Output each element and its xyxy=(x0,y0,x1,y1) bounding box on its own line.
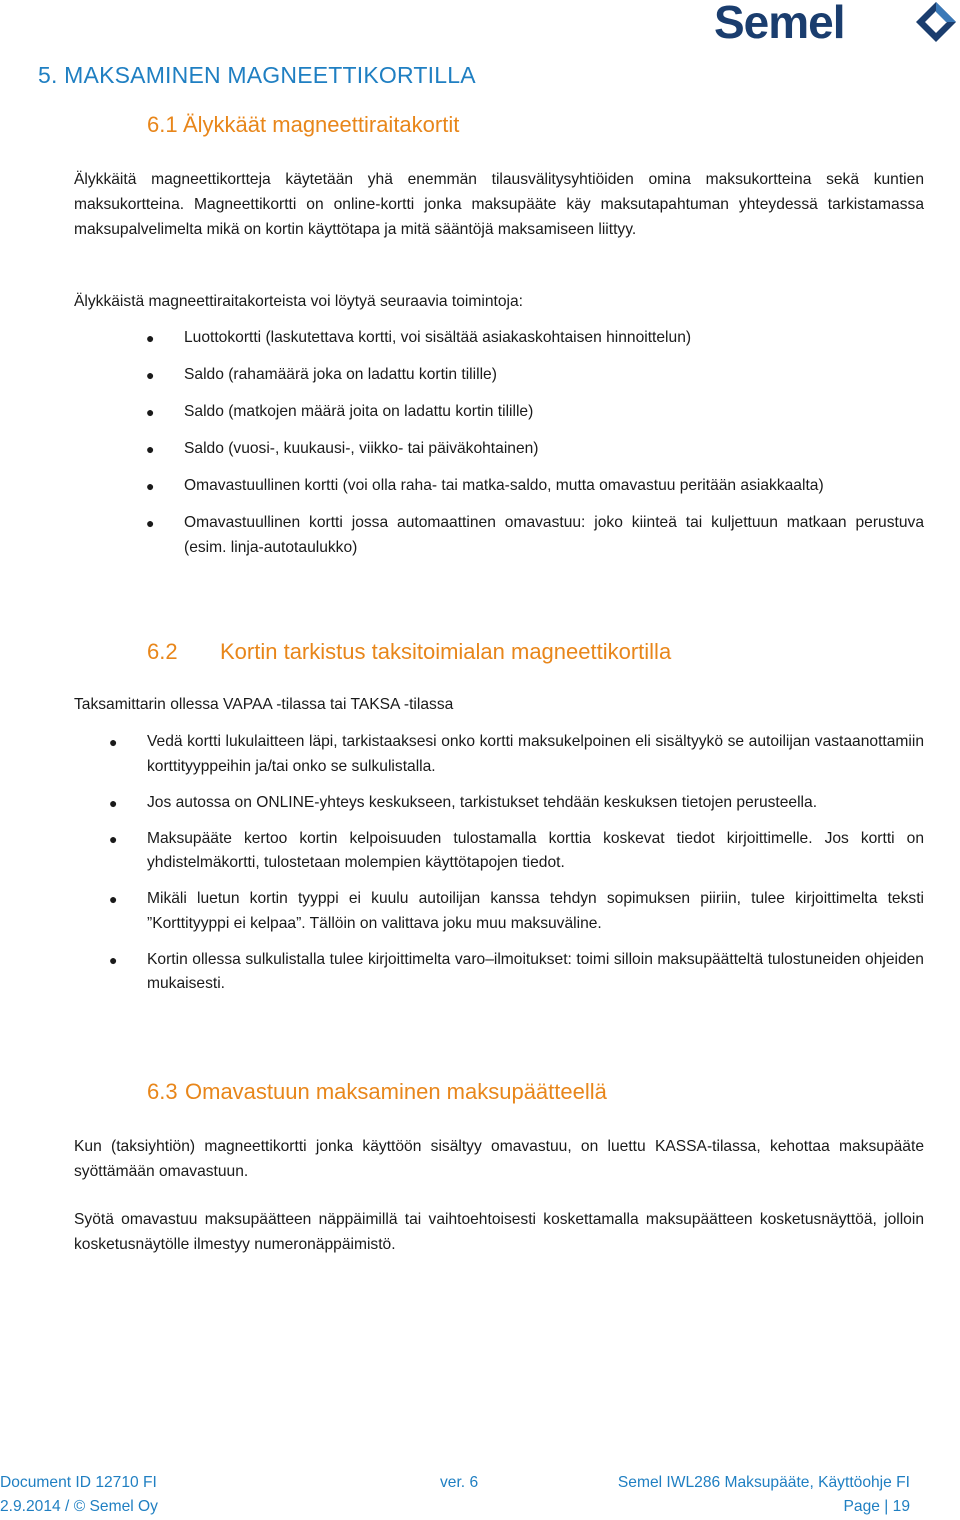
bullet-icon: ● xyxy=(109,951,118,968)
section-6-2-heading xyxy=(147,639,671,665)
section-6-3-para-2: Syötä omavastuu maksupäätteen näppäimillä tai vaihtoehtoisesti koskettamalla maksupäätteen kosketusnäyttöä, jolloin kosketusnäytölle ilmestyy numeronäppäimistö. xyxy=(74,1211,924,1253)
section-title: Omavastuun maksaminen maksupäätteellä xyxy=(185,1079,607,1104)
section-6-1-intro: Älykkäitä magneettikortteja käytetään yhä enemmän tilausvälitysyhtiöiden omina maksukortteina sekä kuntien maksukortteina. Magneettikortti on online-kortti jonka maksupääte käy maksutapahtuman yhteydessä tarkistamassa maksupalvelimelta mikä on kortin käyttötapa ja mitä sääntöjä maksamiseen liittyy. xyxy=(74,171,924,238)
semel-logo xyxy=(714,0,960,46)
list-item: ● Mikäli luetun kortin tyyppi ei kuulu autoilijan kanssa tehdyn sopimuksen piiriin, tulee kirjoittimelta teksti ”Korttityyppi ei kelpaa”. Tällöin on valittava joku muu maksuväline. xyxy=(147,887,924,936)
section-5-title: 5. MAKSAMINEN MAGNEETTIKORTILLA xyxy=(38,62,476,88)
list-item: ● Maksupääte kertoo kortin kelpoisuuden tulostamalla korttia koskevat tiedot kirjoittimelle. Jos kortti on yhdistelmäkortti, tulostetaan molempien käyttötapojen tiedot. xyxy=(147,827,924,876)
section-6-3-heading xyxy=(147,1079,607,1105)
list-item: ● Saldo (matkojen määrä joita on ladattu kortin tilille) xyxy=(184,400,924,425)
check-steps-list xyxy=(109,730,924,997)
svg-text:Semel: Semel xyxy=(714,0,845,46)
list-item: ● Vedä kortti lukulaitteen läpi, tarkistaaksesi onko kortti maksukelpoinen eli sisältyykö se autoilijan vastaanottamiin korttityyppeihin ja/tai onko se sulkulistalla. xyxy=(147,730,924,779)
bullet-icon: ● xyxy=(146,367,155,383)
bullet-icon: ● xyxy=(146,478,155,494)
footer-doc-id: Document ID 12710 FI xyxy=(0,1474,157,1491)
section-number: 6.3 xyxy=(147,1079,178,1104)
bullet-icon: ● xyxy=(146,441,155,457)
section-number: 6.1 xyxy=(147,112,178,137)
features-list xyxy=(146,326,924,560)
section-6-1-list-intro: Älykkäistä magneettiraitakorteista voi löytyä seuraavia toimintoja: xyxy=(74,293,523,310)
bullet-icon: ● xyxy=(109,794,118,811)
semel-logo-icon xyxy=(714,0,960,46)
list-item: ● Omavastuullinen kortti jossa automaattinen omavastuu: joko kiinteä tai kuljettuun matkaan perustuva (esim. linja-autotaulukko) xyxy=(184,511,924,560)
footer-page: Page | 19 xyxy=(843,1498,910,1515)
list-item: ● Omavastuullinen kortti (voi olla raha- tai matka-saldo, mutta omavastuu peritään asiakkaalta) xyxy=(184,474,924,499)
section-number: 6.2 xyxy=(147,639,178,664)
list-item: ● Saldo (vuosi-, kuukausi-, viikko- tai päiväkohtainen) xyxy=(184,437,924,462)
list-item: ● Jos autossa on ONLINE-yhteys keskukseen, tarkistukset tehdään keskuksen tietojen perusteella. xyxy=(147,791,924,816)
bullet-icon: ● xyxy=(109,734,118,750)
bullet-icon: ● xyxy=(146,330,155,346)
footer-product: Semel IWL286 Maksupääte, Käyttöohje FI xyxy=(617,1474,910,1491)
section-title: Kortin tarkistus taksitoimialan magneettikortilla xyxy=(220,639,672,664)
section-6-3-para-1: Kun (taksiyhtiön) magneettikortti jonka käyttöön sisältyy omavastuu, on luettu KASSA-tilassa, kehottaa maksupääte syöttämään omavastuun. xyxy=(74,1138,924,1180)
section-title: Älykkäät magneettiraitakortit xyxy=(183,112,460,137)
bullet-icon: ● xyxy=(146,404,155,420)
list-item: ● Luottokortti (laskutettava kortti, voi sisältää asiakaskohtaisen hinnoittelun) xyxy=(184,326,924,351)
footer-version: ver. 6 xyxy=(440,1474,479,1491)
list-item: ● Saldo (rahamäärä joka on ladattu kortin tilille) xyxy=(184,363,924,388)
bullet-icon: ● xyxy=(109,891,118,907)
footer-date: 2.9.2014 / © Semel Oy xyxy=(0,1498,158,1515)
section-6-2-intro: Taksamittarin ollessa VAPAA -tilassa tai TAKSA -tilassa xyxy=(74,696,454,713)
section-6-1-heading xyxy=(147,112,459,138)
bullet-icon: ● xyxy=(146,515,155,531)
list-item: ● Kortin ollessa sulkulistalla tulee kirjoittimelta varo–ilmoitukset: toimi silloin maksupäätteltä tulostuneiden ohjeiden mukaisesti. xyxy=(147,948,924,997)
bullet-icon: ● xyxy=(109,830,118,847)
